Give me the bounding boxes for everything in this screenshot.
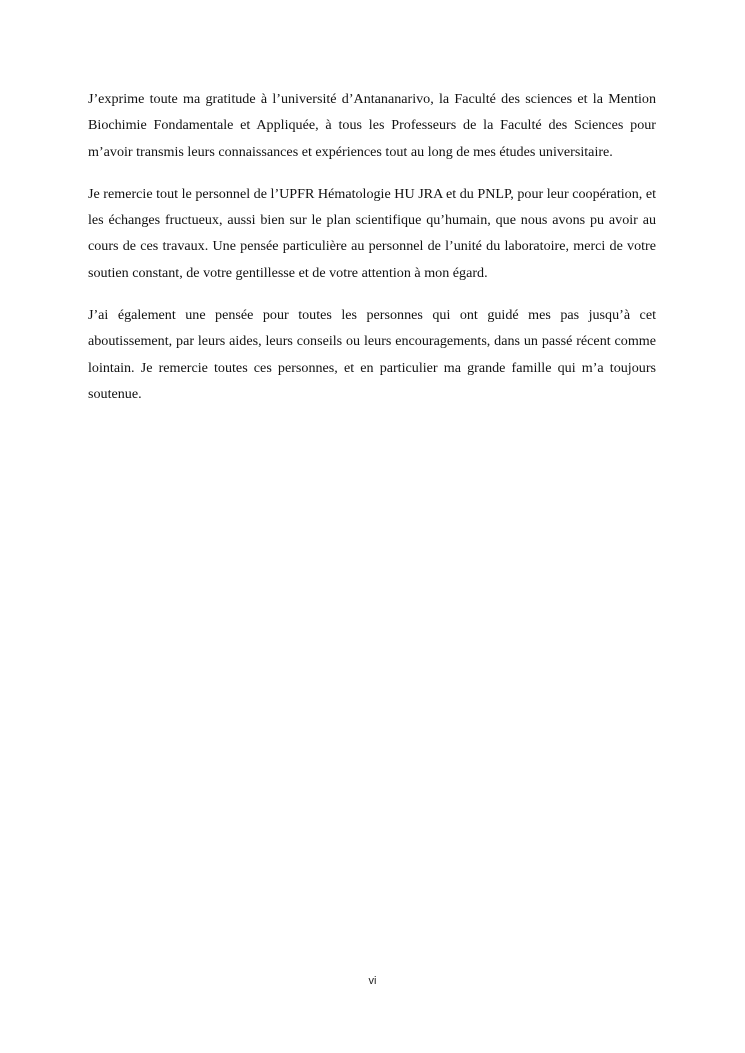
paragraph-thanks-family: J’ai également une pensée pour toutes les personnes qui ont guidé mes pas jusqu’à cet aboutissement, par leurs aides, leurs conseils ou leurs encouragements, dans un passé récent comme lointain. Je remercie toutes ces personnes, et en particulier ma grande famille qui m’a toujours soutenue. [88,307,656,402]
page-number: vi [368,975,377,987]
acknowledgements-body [88,86,656,423]
paragraph-gratitude-university: J’exprime toute ma gratitude à l’université d’Antananarivo, la Faculté des sciences et la Mention Biochimie Fondamentale et Appliquée, à tous les Professeurs de la Faculté des Sciences pour m’avoir transmis leurs connaissances et expériences tout au long de mes études universitaire. [88,91,656,160]
paragraph-thanks-staff: Je remercie tout le personnel de l’UPFR Hématologie HU JRA et du PNLP, pour leur coopération, et les échanges fructueux, aussi bien sur le plan scientifique qu’humain, que nous avons pu avoir au cours de ces travaux. Une pensée particulière au personnel de l’unité du laboratoire, merci de votre soutien constant, de votre gentillesse et de votre attention à mon égard. [88,185,656,281]
